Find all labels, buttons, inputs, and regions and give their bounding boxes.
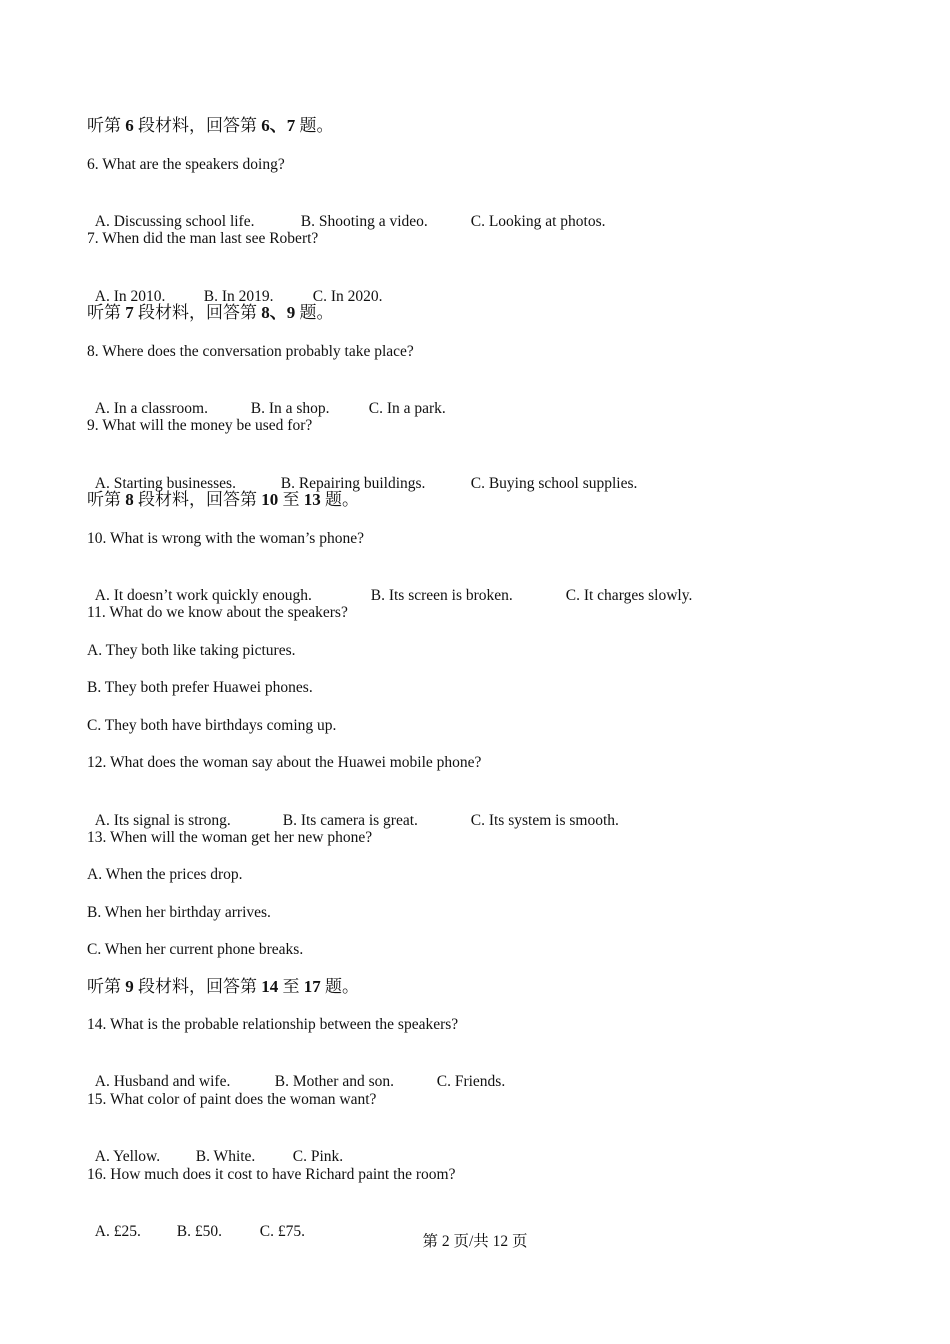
option-11-c: C. They both have birthdays coming up.	[87, 717, 337, 734]
question-10: 10. What is wrong with the woman’s phone?	[87, 530, 364, 547]
section-heading-8: 听第 8 段材料，回答第 10 至 13 题。	[87, 490, 359, 509]
options-15	[87, 1127, 343, 1167]
option-a: A. Yellow.	[94, 1148, 161, 1165]
question-12: 12. What does the woman say about the Huawei mobile phone?	[87, 754, 482, 771]
options-12	[87, 791, 619, 831]
option-b: B. Its screen is broken.	[370, 587, 513, 604]
option-b: B. In a shop.	[250, 400, 330, 417]
option-a: A. In 2010.	[94, 288, 166, 305]
option-c: C. Friends.	[436, 1073, 506, 1090]
options-9	[87, 454, 637, 494]
option-a: A. £25.	[94, 1223, 141, 1240]
option-b: B. Mother and son.	[274, 1073, 395, 1090]
option-b: B. Shooting a video.	[300, 213, 428, 230]
section-heading-9: 听第 9 段材料，回答第 14 至 17 题。	[87, 977, 359, 996]
option-a: A. It doesn’t work quickly enough.	[94, 587, 312, 604]
option-13-b: B. When her birthday arrives.	[87, 904, 271, 921]
question-13: 13. When will the woman get her new phone?	[87, 829, 373, 846]
page-footer: 第 2 页/共 12 页	[422, 1233, 528, 1250]
question-7: 7. When did the man last see Robert?	[87, 230, 319, 247]
option-c: C. In 2020.	[312, 288, 383, 305]
question-14: 14. What is the probable relationship between the speakers?	[87, 1016, 459, 1033]
option-11-a: A. They both like taking pictures.	[87, 642, 296, 659]
option-c: C. Its system is smooth.	[470, 812, 619, 829]
options-6	[87, 192, 606, 232]
question-11: 11. What do we know about the speakers?	[87, 604, 348, 621]
option-b: B. Repairing buildings.	[280, 475, 426, 492]
option-a: A. Its signal is strong.	[94, 812, 231, 829]
options-10	[87, 566, 692, 606]
option-c: C. £75.	[259, 1223, 305, 1240]
option-b: B. In 2019.	[203, 288, 274, 305]
question-8: 8. Where does the conversation probably take place?	[87, 343, 414, 360]
section-heading-7: 听第 7 段材料，回答第 8、9 题。	[87, 303, 334, 322]
option-a: A. Starting businesses.	[94, 475, 236, 492]
option-c: C. Looking at photos.	[470, 213, 606, 230]
question-6: 6. What are the speakers doing?	[87, 156, 285, 173]
option-a: A. Discussing school life.	[94, 213, 255, 230]
option-a: A. Husband and wife.	[94, 1073, 231, 1090]
option-c: C. Pink.	[292, 1148, 344, 1165]
option-13-c: C. When her current phone breaks.	[87, 941, 304, 958]
question-15: 15. What color of paint does the woman want?	[87, 1091, 377, 1108]
options-14	[87, 1052, 505, 1092]
options-7	[87, 267, 383, 307]
question-9: 9. What will the money be used for?	[87, 417, 313, 434]
option-13-a: A. When the prices drop.	[87, 866, 243, 883]
option-c: C. Buying school supplies.	[470, 475, 638, 492]
option-11-b: B. They both prefer Huawei phones.	[87, 679, 313, 696]
option-a: A. In a classroom.	[94, 400, 208, 417]
question-16: 16. How much does it cost to have Richard paint the room?	[87, 1166, 456, 1183]
option-c: C. In a park.	[368, 400, 446, 417]
section-heading-6: 听第 6 段材料，回答第 6、7 题。	[87, 116, 334, 135]
option-b: B. White.	[195, 1148, 256, 1165]
option-c: C. It charges slowly.	[565, 587, 693, 604]
option-b: B. £50.	[176, 1223, 222, 1240]
options-8	[87, 379, 446, 419]
option-b: B. Its camera is great.	[282, 812, 418, 829]
